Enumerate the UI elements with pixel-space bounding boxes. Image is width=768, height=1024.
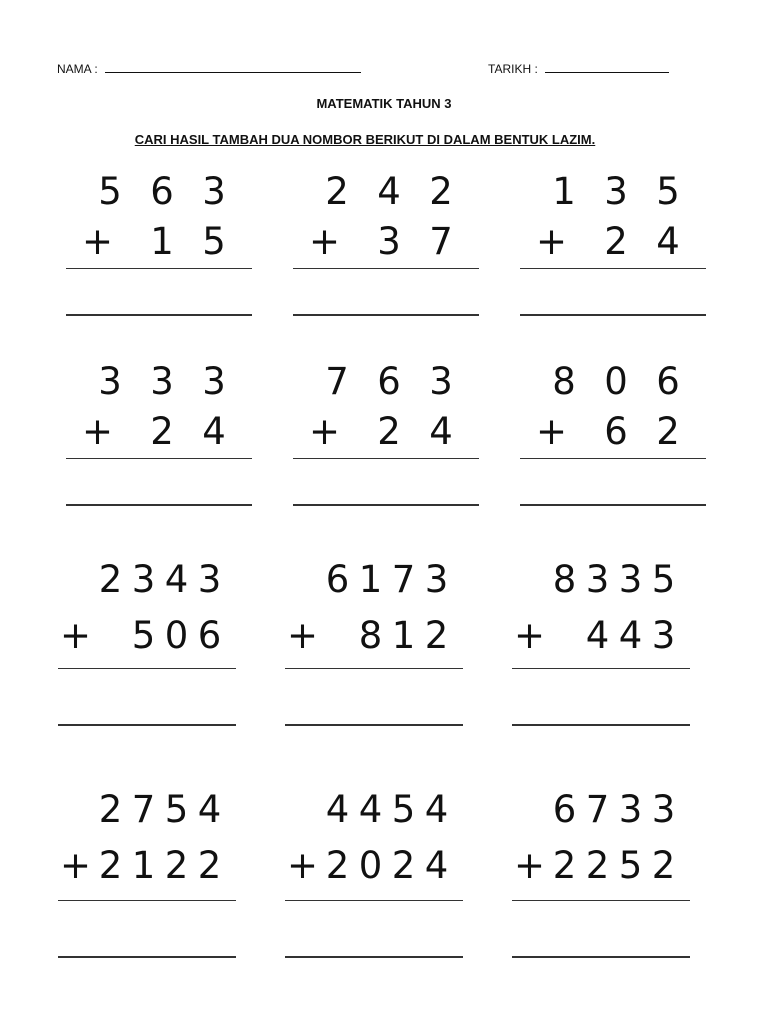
- digit: 7: [131, 788, 156, 831]
- addend-top: [311, 172, 467, 212]
- answer-line[interactable]: [285, 956, 463, 958]
- addend-top: [548, 560, 680, 600]
- sum-divider-line: [285, 900, 463, 901]
- addend-bottom: [363, 412, 467, 452]
- digit: 5: [164, 788, 189, 831]
- digit: 1: [552, 170, 576, 213]
- digit: 6: [325, 558, 350, 601]
- answer-line[interactable]: [512, 956, 690, 958]
- digit: 6: [604, 410, 628, 453]
- digit: 8: [552, 558, 577, 601]
- sum-divider-line: [58, 668, 236, 669]
- sum-divider-line: [66, 458, 252, 459]
- digit: 2: [552, 844, 577, 887]
- sum-divider-line: [285, 668, 463, 669]
- sum-divider-line: [520, 268, 706, 269]
- addition-problem: [58, 790, 236, 940]
- digit: 2: [150, 410, 174, 453]
- digit: 3: [585, 558, 610, 601]
- plus-sign: +: [82, 410, 114, 453]
- plus-sign: +: [287, 614, 319, 657]
- sum-divider-line: [512, 900, 690, 901]
- answer-line[interactable]: [520, 314, 706, 316]
- digit: 3: [604, 170, 628, 213]
- digit: 3: [202, 170, 226, 213]
- digit: 7: [325, 360, 349, 403]
- digit: 3: [651, 614, 676, 657]
- digit: 3: [618, 788, 643, 831]
- digit: 1: [391, 614, 416, 657]
- plus-sign: +: [309, 410, 341, 453]
- digit: 3: [98, 360, 122, 403]
- addend-bottom: [136, 412, 240, 452]
- addend-bottom: [136, 222, 240, 262]
- plus-sign: +: [309, 220, 341, 263]
- digit: 4: [618, 614, 643, 657]
- digit: 5: [131, 614, 156, 657]
- digit: 1: [150, 220, 174, 263]
- digit: 6: [150, 170, 174, 213]
- worksheet-instruction: CARI HASIL TAMBAH DUA NOMBOR BERIKUT DI DALAM BENTUK LAZIM.: [134, 132, 596, 147]
- digit: 8: [358, 614, 383, 657]
- digit: 2: [325, 170, 349, 213]
- addend-top: [84, 362, 240, 402]
- digit: 2: [656, 410, 680, 453]
- digit: 7: [429, 220, 453, 263]
- answer-line[interactable]: [58, 956, 236, 958]
- sum-divider-line: [512, 668, 690, 669]
- addend-top: [548, 790, 680, 830]
- addend-top: [94, 790, 226, 830]
- digit: 7: [585, 788, 610, 831]
- addition-problem: [285, 560, 463, 710]
- digit: 4: [424, 788, 449, 831]
- addition-problem: [285, 790, 463, 940]
- addend-bottom: [127, 616, 226, 656]
- addend-bottom: [363, 222, 467, 262]
- digit: 3: [202, 360, 226, 403]
- addend-top: [94, 560, 226, 600]
- plus-sign: +: [536, 220, 568, 263]
- digit: 5: [618, 844, 643, 887]
- plus-sign: +: [514, 614, 546, 657]
- addend-bottom: [94, 846, 226, 886]
- digit: 8: [552, 360, 576, 403]
- addition-problem: [520, 362, 706, 512]
- digit: 5: [651, 558, 676, 601]
- addend-top: [321, 560, 453, 600]
- digit: 4: [358, 788, 383, 831]
- digit: 4: [585, 614, 610, 657]
- date-label: TARIKH :: [488, 62, 538, 76]
- addend-top: [538, 172, 694, 212]
- digit: 5: [98, 170, 122, 213]
- digit: 5: [391, 788, 416, 831]
- sum-divider-line: [293, 458, 479, 459]
- addend-bottom: [548, 846, 680, 886]
- addend-bottom: [590, 222, 694, 262]
- addition-problem: [512, 790, 690, 940]
- plus-sign: +: [82, 220, 114, 263]
- plus-sign: +: [60, 614, 92, 657]
- digit: 6: [197, 614, 222, 657]
- sum-divider-line: [66, 268, 252, 269]
- digit: 2: [164, 844, 189, 887]
- addend-bottom: [321, 846, 453, 886]
- digit: 2: [98, 558, 123, 601]
- answer-line[interactable]: [520, 504, 706, 506]
- digit: 4: [424, 844, 449, 887]
- addend-top: [538, 362, 694, 402]
- digit: 7: [391, 558, 416, 601]
- digit: 4: [197, 788, 222, 831]
- digit: 4: [429, 410, 453, 453]
- plus-sign: +: [514, 844, 546, 887]
- digit: 5: [656, 170, 680, 213]
- addend-bottom: [590, 412, 694, 452]
- plus-sign: +: [60, 844, 92, 887]
- addend-bottom: [354, 616, 453, 656]
- worksheet-title: MATEMATIK TAHUN 3: [316, 96, 452, 111]
- digit: 2: [424, 614, 449, 657]
- digit: 4: [202, 410, 226, 453]
- digit: 4: [656, 220, 680, 263]
- digit: 0: [604, 360, 628, 403]
- addend-top: [311, 362, 467, 402]
- addition-problem: [66, 172, 252, 322]
- digit: 3: [131, 558, 156, 601]
- answer-line[interactable]: [66, 504, 252, 506]
- addition-problem: [66, 362, 252, 512]
- digit: 2: [377, 410, 401, 453]
- digit: 4: [377, 170, 401, 213]
- digit: 3: [618, 558, 643, 601]
- addend-top: [321, 790, 453, 830]
- digit: 2: [391, 844, 416, 887]
- digit: 2: [98, 844, 123, 887]
- digit: 1: [358, 558, 383, 601]
- digit: 2: [197, 844, 222, 887]
- answer-line[interactable]: [293, 504, 479, 506]
- digit: 4: [164, 558, 189, 601]
- digit: 2: [585, 844, 610, 887]
- digit: 4: [325, 788, 350, 831]
- addition-problem: [293, 362, 479, 512]
- digit: 3: [197, 558, 222, 601]
- addend-top: [84, 172, 240, 212]
- sum-divider-line: [58, 900, 236, 901]
- digit: 6: [552, 788, 577, 831]
- digit: 3: [424, 558, 449, 601]
- answer-line[interactable]: [512, 724, 690, 726]
- addition-problem: [58, 560, 236, 710]
- plus-sign: +: [287, 844, 319, 887]
- digit: 0: [164, 614, 189, 657]
- sum-divider-line: [293, 268, 479, 269]
- answer-line[interactable]: [66, 314, 252, 316]
- digit: 5: [202, 220, 226, 263]
- sum-divider-line: [520, 458, 706, 459]
- name-label: NAMA :: [57, 62, 98, 76]
- digit: 2: [429, 170, 453, 213]
- plus-sign: +: [536, 410, 568, 453]
- addition-problem: [512, 560, 690, 710]
- digit: 3: [651, 788, 676, 831]
- answer-line[interactable]: [58, 724, 236, 726]
- answer-line[interactable]: [285, 724, 463, 726]
- addend-bottom: [581, 616, 680, 656]
- digit: 1: [131, 844, 156, 887]
- answer-line[interactable]: [293, 314, 479, 316]
- digit: 6: [656, 360, 680, 403]
- addition-problem: [520, 172, 706, 322]
- addition-problem: [293, 172, 479, 322]
- digit: 2: [604, 220, 628, 263]
- digit: 6: [377, 360, 401, 403]
- digit: 2: [325, 844, 350, 887]
- digit: 3: [150, 360, 174, 403]
- digit: 3: [377, 220, 401, 263]
- digit: 2: [98, 788, 123, 831]
- digit: 0: [358, 844, 383, 887]
- digit: 2: [651, 844, 676, 887]
- digit: 3: [429, 360, 453, 403]
